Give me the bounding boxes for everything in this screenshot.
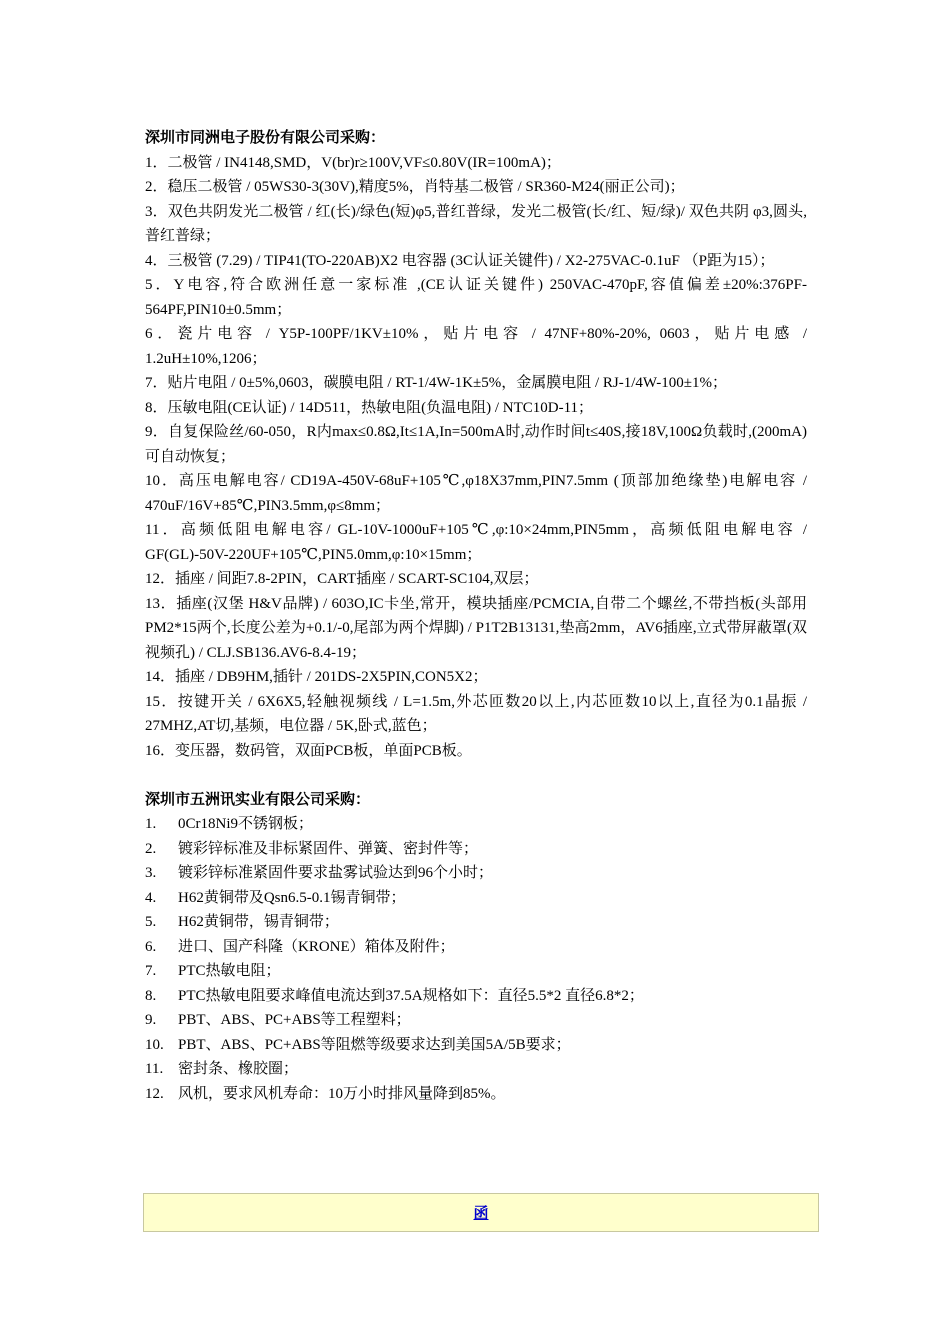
list-item: 4．三极管 (7.29) / TIP41(TO-220AB)X2 电容器 (3C认证关键件) / X2-275VAC-0.1uF （P距为15）； (145, 252, 775, 269)
item-number: 9. (145, 1012, 157, 1028)
list-item (145, 861, 807, 886)
item-text: PTC热敏电阻要求峰值电流达到37.5A规格如下：直径5.5*2 直径6.8*2； (178, 987, 644, 1004)
item-text: 进口、国产科隆（KRONE）箱体及附件； (178, 938, 455, 955)
item-number: 11. (145, 1061, 164, 1077)
item-number: 3. (145, 865, 157, 881)
list-item: 16．变压器，数码管，双面PCB板，单面PCB板。 (145, 742, 472, 759)
list-item: 5．Y电容,符合欧洲任意一家标准 ,(CE认证关键件) 250VAC-470pF,容值偏差±20%:376PF-564PF,PIN10±0.5mm； (145, 277, 807, 318)
list-item (145, 1008, 807, 1033)
footer-link[interactable]: 函 (473, 1204, 489, 1222)
section1-list (145, 151, 807, 764)
item-number: 5. (145, 914, 157, 930)
list-item (145, 910, 807, 935)
list-item (145, 959, 807, 984)
section2-list (145, 812, 807, 1106)
item-text: 镀彩锌标准紧固件要求盐雾试验达到96个小时； (178, 865, 494, 881)
section-spacer (145, 763, 807, 788)
item-number: 10. (145, 1036, 164, 1053)
section2-heading: 深圳市五洲讯实业有限公司采购： (145, 791, 371, 808)
item-text: 密封条、橡胶圈； (178, 1061, 299, 1077)
item-text: 镀彩锌标准及非标紧固件、弹簧、密封件等； (178, 840, 479, 857)
list-item: 14．插座 / DB9HM,插针 / 201DS-2X5PIN,CON5X2； (145, 669, 488, 685)
list-item: 11．高频低阻电解电容/ GL-10V-1000uF+105℃,φ:10×24mm,PIN5mm，高频低阻电解电容 / GF(GL)-50V-220UF+105℃,PIN5.0mm,φ:10×15mm； (145, 522, 807, 563)
item-text: PTC热敏电阻； (178, 963, 281, 979)
item-number: 1. (145, 816, 157, 832)
section1-heading: 深圳市同洲电子股份有限公司采购： (145, 130, 386, 146)
list-item: 3．双色共阴发光二极管 / 红(长)/绿色(短)φ5,普红普绿，发光二极管(长/红、短/绿)/ 双色共阴 φ3,圆头,普红普绿； (145, 203, 807, 244)
list-item (145, 1033, 807, 1058)
list-item: 12．插座 / 间距7.8-2PIN，CART插座 / SCART-SC104,双层； (145, 571, 539, 587)
item-number: 2. (145, 840, 157, 857)
item-number: 12. (145, 1085, 164, 1102)
list-item (145, 886, 807, 911)
item-text: 0Cr18Ni9不锈钢板； (178, 816, 314, 832)
item-text: 风机，要求风机寿命：10万小时排风量降到85%。 (178, 1085, 506, 1102)
item-text: PBT、ABS、PC+ABS等工程塑料； (178, 1012, 411, 1028)
list-item: 8．压敏电阻(CE认证) / 14D511，热敏电阻(负温电阻) / NTC10D-11； (145, 399, 594, 416)
document-body (145, 126, 807, 1106)
list-item: 6．瓷片电容 / Y5P-100PF/1KV±10%，贴片电容 / 47NF+80%-20%, 0603，贴片电感 / 1.2uH±10%,1206； (145, 326, 807, 367)
list-item: 7．贴片电阻 / 0±5%,0603，碳膜电阻 / RT-1/4W-1K±5%，金属膜电阻 / RJ-1/4W-100±1%； (145, 375, 727, 391)
item-number: 8. (145, 987, 157, 1004)
list-item: 10．高压电解电容/ CD19A-450V-68uF+105℃,φ18X37mm,PIN7.5mm (顶部加绝缘垫)电解电容 / 470uF/16V+85℃,PIN3.5mm,φ≤8mm； (145, 473, 807, 514)
list-item (145, 837, 807, 862)
item-number: 4. (145, 889, 157, 906)
list-item: 1．二极管 / IN4148,SMD，V(br)r≥100V,VF≤0.80V(IR=100mA)； (145, 154, 561, 171)
item-number: 6. (145, 938, 157, 955)
list-item: 2．稳压二极管 / 05WS30-3(30V),精度5%，肖特基二极管 / SR360-M24(丽正公司)； (145, 179, 685, 195)
list-item: 13．插座(汉堡 H&V品牌) / 603O,IC卡坐,常开，模块插座/PCMCIA,自带二个螺丝,不带挡板(头部用PM2*15两个,长度公差为+0.1/-0,尾部为两个焊脚) / P1T2B13131,垫高2mm，AV6插座,立式带屏蔽罩(双视频孔) / CLJ.SB136.AV6-8.4-19； (145, 595, 807, 661)
item-text: PBT、ABS、PC+ABS等阻燃等级要求达到美国5A/5B要求； (178, 1036, 571, 1053)
footer-banner (143, 1193, 819, 1232)
list-item (145, 812, 807, 837)
item-number: 7. (145, 963, 157, 979)
list-item (145, 984, 807, 1009)
list-item (145, 1082, 807, 1107)
list-item (145, 935, 807, 960)
list-item: 15．按键开关 / 6X6X5,轻触视频线 / L=1.5m,外芯匝数20以上,内芯匝数10以上,直径为0.1晶振 / 27MHZ,AT切,基频，电位器 / 5K,卧式,蓝色； (145, 693, 807, 734)
list-item: 9．自复保险丝/60-050，R内max≤0.8Ω,It≤1A,In=500mA时,动作时间t≤40S,接18V,100Ω负载时,(200mA)可自动恢复； (145, 424, 807, 465)
item-text: H62黄铜带，锡青铜带； (178, 914, 339, 930)
item-text: H62黄铜带及Qsn6.5-0.1锡青铜带； (178, 889, 406, 906)
list-item (145, 1057, 807, 1082)
